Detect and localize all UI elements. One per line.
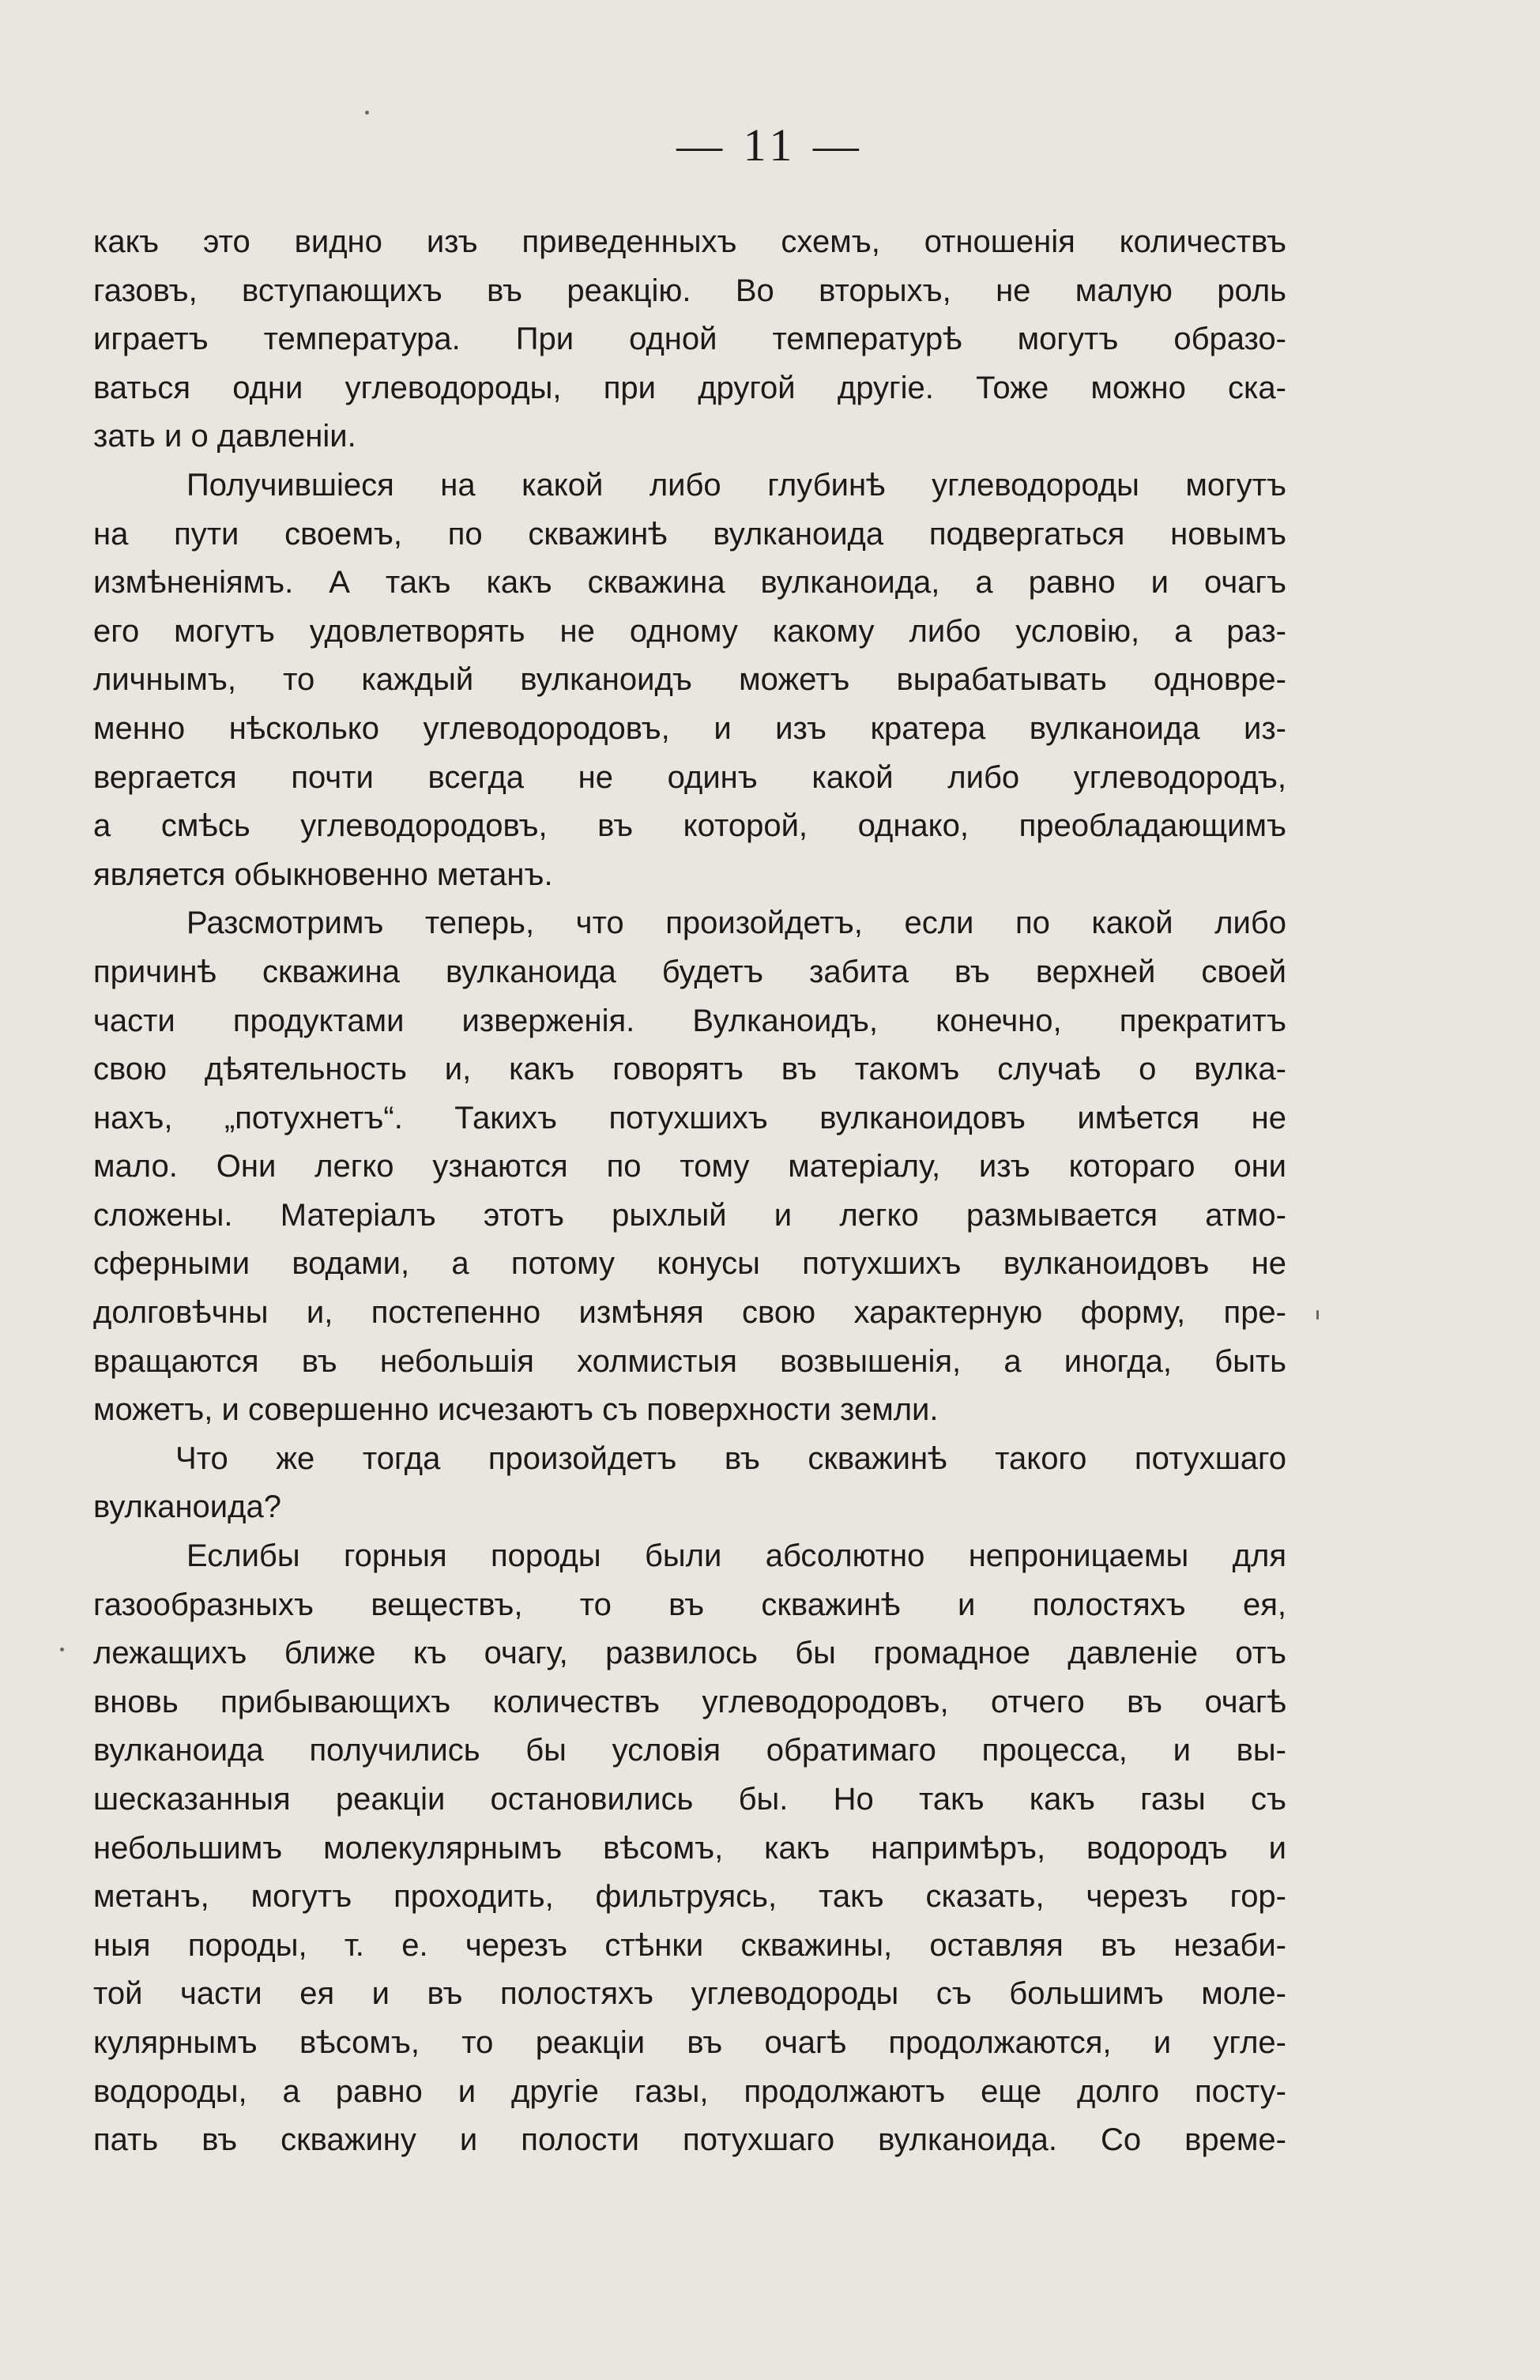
text-line: водороды, а равно и другіе газы, продолжаютъ еще долго посту-: [93, 2073, 1286, 2109]
text-line: Что же тогда произойдетъ въ скважинѣ такого потухшаго: [175, 1440, 1286, 1476]
paper-speck: [60, 1648, 64, 1651]
text-line: ныя породы, т. е. черезъ стѣнки скважины, оставляя въ незаби-: [93, 1927, 1286, 1963]
text-line: причинѣ скважина вулканоида будетъ забита въ верхней своей: [93, 954, 1286, 989]
text-line: Получившіеся на какой либо глубинѣ углеводороды могутъ: [186, 467, 1286, 503]
text-line: личнымъ, то каждый вулканоидъ можетъ вырабатывать одновре-: [93, 662, 1286, 698]
text-line: зать и о давленіи.: [93, 419, 356, 454]
text-line: газообразныхъ веществъ, то въ скважинѣ и полостяхъ ея,: [93, 1587, 1286, 1622]
text-line: вращаются въ небольшія холмистыя возвышенія, а иногда, быть: [93, 1343, 1286, 1379]
text-line: менно нѣсколько углеводородовъ, и изъ кратера вулканоида из-: [93, 710, 1286, 746]
text-line: является обыкновенно метанъ.: [93, 857, 553, 892]
text-line: кулярнымъ вѣсомъ, то реакціи въ очагѣ продолжаются, и угле-: [93, 2024, 1286, 2060]
text-line: ваться одни углеводороды, при другой другіе. Тоже можно ска-: [93, 370, 1286, 405]
text-line: можетъ, и совершенно исчезаютъ съ поверхности земли.: [93, 1392, 939, 1428]
text-line: сложены. Матеріалъ этотъ рыхлый и легко размывается атмо-: [93, 1197, 1286, 1233]
text-line: а смѣсь углеводородовъ, въ которой, однако, преобладающимъ: [93, 808, 1286, 844]
text-line: измѣненіямъ. А такъ какъ скважина вулканоида, а равно и очагъ: [93, 565, 1286, 601]
text-line: его могутъ удовлетворять не одному какому либо условію, а раз-: [93, 613, 1286, 649]
text-line: той части ея и въ полостяхъ углеводороды съ большимъ моле-: [93, 1976, 1286, 2012]
text-line: вергается почти всегда не одинъ какой либо углеводородъ,: [93, 759, 1286, 795]
text-line: метанъ, могутъ проходить, фильтруясь, такъ сказать, черезъ гор-: [93, 1879, 1286, 1915]
page-number: — 11 —: [676, 119, 864, 171]
paper-speck: [365, 111, 369, 115]
paper-mark: [1316, 1310, 1319, 1320]
text-line: играетъ температура. При одной температурѣ могутъ образо-: [93, 322, 1286, 357]
text-line: шесказанныя реакціи остановились бы. Но такъ какъ газы съ: [93, 1782, 1286, 1817]
text-line: небольшимъ молекулярнымъ вѣсомъ, какъ напримѣръ, водородъ и: [93, 1830, 1286, 1866]
text-line: мало. Они легко узнаются по тому матеріалу, изъ котораго они: [93, 1149, 1286, 1184]
text-line: части продуктами изверженія. Вулканоидъ, конечно, прекратитъ: [93, 1003, 1286, 1038]
text-line: сферными водами, а потому конусы потухшихъ вулканоидовъ не: [93, 1246, 1286, 1282]
text-line: свою дѣятельность и, какъ говорятъ въ такомъ случаѣ о вулка-: [93, 1052, 1286, 1087]
text-line: нахъ, „потухнетъ“. Такихъ потухшихъ вулканоидовъ имѣется не: [93, 1100, 1286, 1135]
text-line: газовъ, вступающихъ въ реакцію. Во вторыхъ, не малую роль: [93, 273, 1286, 308]
text-line: на пути своемъ, по скважинѣ вулканоида подвергаться новымъ: [93, 516, 1286, 552]
text-line: вулканоида?: [93, 1489, 281, 1525]
body-text: [93, 218, 1286, 2165]
text-line: пать въ скважину и полости потухшаго вулканоида. Со време-: [93, 2122, 1286, 2158]
text-line: Еслибы горныя породы были абсолютно непроницаемы для: [186, 1538, 1286, 1574]
text-line: вновь прибывающихъ количествъ углеводородовъ, отчего въ очагѣ: [93, 1684, 1286, 1719]
text-line: вулканоида получились бы условія обратимаго процесса, и вы-: [93, 1733, 1286, 1768]
text-line: лежащихъ ближе къ очагу, развилось бы громадное давленіе отъ: [93, 1636, 1286, 1671]
text-line: долговѣчны и, постепенно измѣняя свою характерную форму, пре-: [93, 1295, 1286, 1331]
text-line: Разсмотримъ теперь, что произойдетъ, если по какой либо: [186, 906, 1286, 941]
text-line: какъ это видно изъ приведенныхъ схемъ, отношенія количествъ: [93, 224, 1286, 259]
